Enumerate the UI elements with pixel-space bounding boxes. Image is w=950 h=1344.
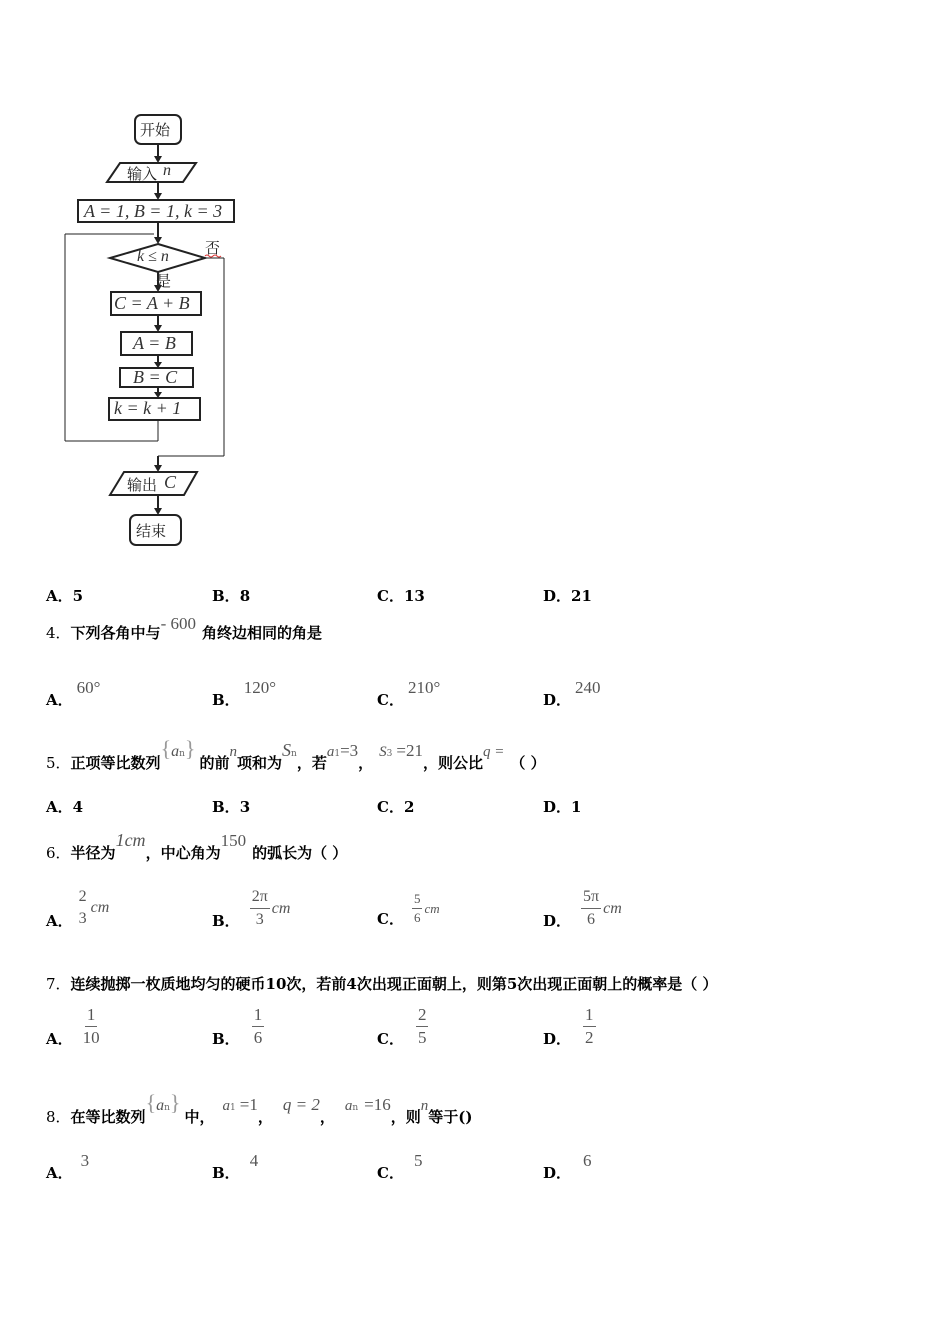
q7-option-a[interactable]: A． $\frac{1}{10}$ bbox=[46, 1005, 100, 1048]
output-var: C bbox=[164, 472, 177, 492]
q6-option-c[interactable]: C． $\frac{5}{6}$ cm bbox=[377, 891, 440, 928]
q4-option-a[interactable]: A．60° bbox=[46, 678, 101, 709]
q4-option-b[interactable]: B．120° bbox=[212, 678, 276, 709]
q7-option-d[interactable]: D． $\frac{1}{2}$ bbox=[543, 1005, 594, 1048]
q5-option-d[interactable]: D．1 bbox=[543, 798, 582, 816]
q7-stem: 7．连续抛掷一枚质地均匀的硬币10次，若前4次出现正面朝上，则第5次出现正面朝上的概率是（ ） bbox=[46, 975, 718, 993]
input-var: n bbox=[163, 162, 171, 179]
yes-label: 是 bbox=[156, 272, 172, 290]
condition-label: k ≤ n bbox=[137, 248, 169, 265]
q7-option-c[interactable]: C． $\frac{2}{5}$ bbox=[377, 1005, 427, 1048]
q6-radius: 1cm bbox=[115, 830, 146, 850]
output-label: 输出 bbox=[127, 476, 158, 494]
q5-option-a[interactable]: A．4 bbox=[46, 798, 84, 816]
q3-option-a[interactable]: A．5 bbox=[46, 587, 84, 605]
q3-option-c[interactable]: C．13 bbox=[377, 587, 425, 605]
q6-stem: 6．半径为1cm，中心角为150的弧长为（ ） bbox=[46, 830, 348, 862]
q4-stem: 4．下列各角中与- 600 角终边相同的角是 bbox=[46, 614, 322, 642]
q3-option-b[interactable]: B．8 bbox=[212, 587, 251, 605]
q6-angle: 150 bbox=[220, 831, 247, 850]
step3-label: B = C bbox=[133, 367, 178, 387]
q6-option-d[interactable]: D． $\frac{5\pi}{6}$ cm bbox=[543, 888, 622, 930]
q5-option-c[interactable]: C．2 bbox=[377, 798, 415, 816]
q5-option-b[interactable]: B．3 bbox=[212, 798, 251, 816]
q8-option-d[interactable]: D．6 bbox=[543, 1151, 592, 1182]
input-label: 输入 bbox=[127, 165, 158, 183]
step1-label: C = A + B bbox=[114, 293, 190, 313]
q6-option-b[interactable]: B． $\frac{2\pi}{3}$ cm bbox=[212, 888, 291, 930]
step2-label: A = B bbox=[133, 333, 176, 353]
q4-option-c[interactable]: C．210° bbox=[377, 678, 441, 709]
q5-stem: 5．正项等比数列{an}的前n项和为Sn，若a1=3，S3 =21，则公比q =（ ） bbox=[46, 736, 546, 772]
q8-stem: 8．在等比数列{an}中，a1 =1，q = 2，an =16，则n等于() bbox=[46, 1090, 473, 1126]
q3-option-d[interactable]: D．21 bbox=[543, 587, 592, 605]
q6-option-a[interactable]: A． 2 3 cm bbox=[46, 888, 110, 930]
step4-label: k = k + 1 bbox=[114, 398, 182, 418]
q4-option-d[interactable]: D．240 bbox=[543, 678, 601, 709]
q7-option-b[interactable]: B． $\frac{1}{6}$ bbox=[212, 1005, 263, 1048]
q4-angle: - 600 bbox=[160, 614, 196, 633]
q8-option-b[interactable]: B．4 bbox=[212, 1151, 259, 1182]
no-label: 否 bbox=[205, 239, 221, 257]
q8-option-a[interactable]: A．3 bbox=[46, 1151, 90, 1182]
init-label: A = 1, B = 1, k = 3 bbox=[84, 201, 223, 221]
end-label: 结束 bbox=[136, 522, 167, 540]
q8-option-c[interactable]: C．5 bbox=[377, 1151, 423, 1182]
start-label: 开始 bbox=[140, 121, 171, 139]
